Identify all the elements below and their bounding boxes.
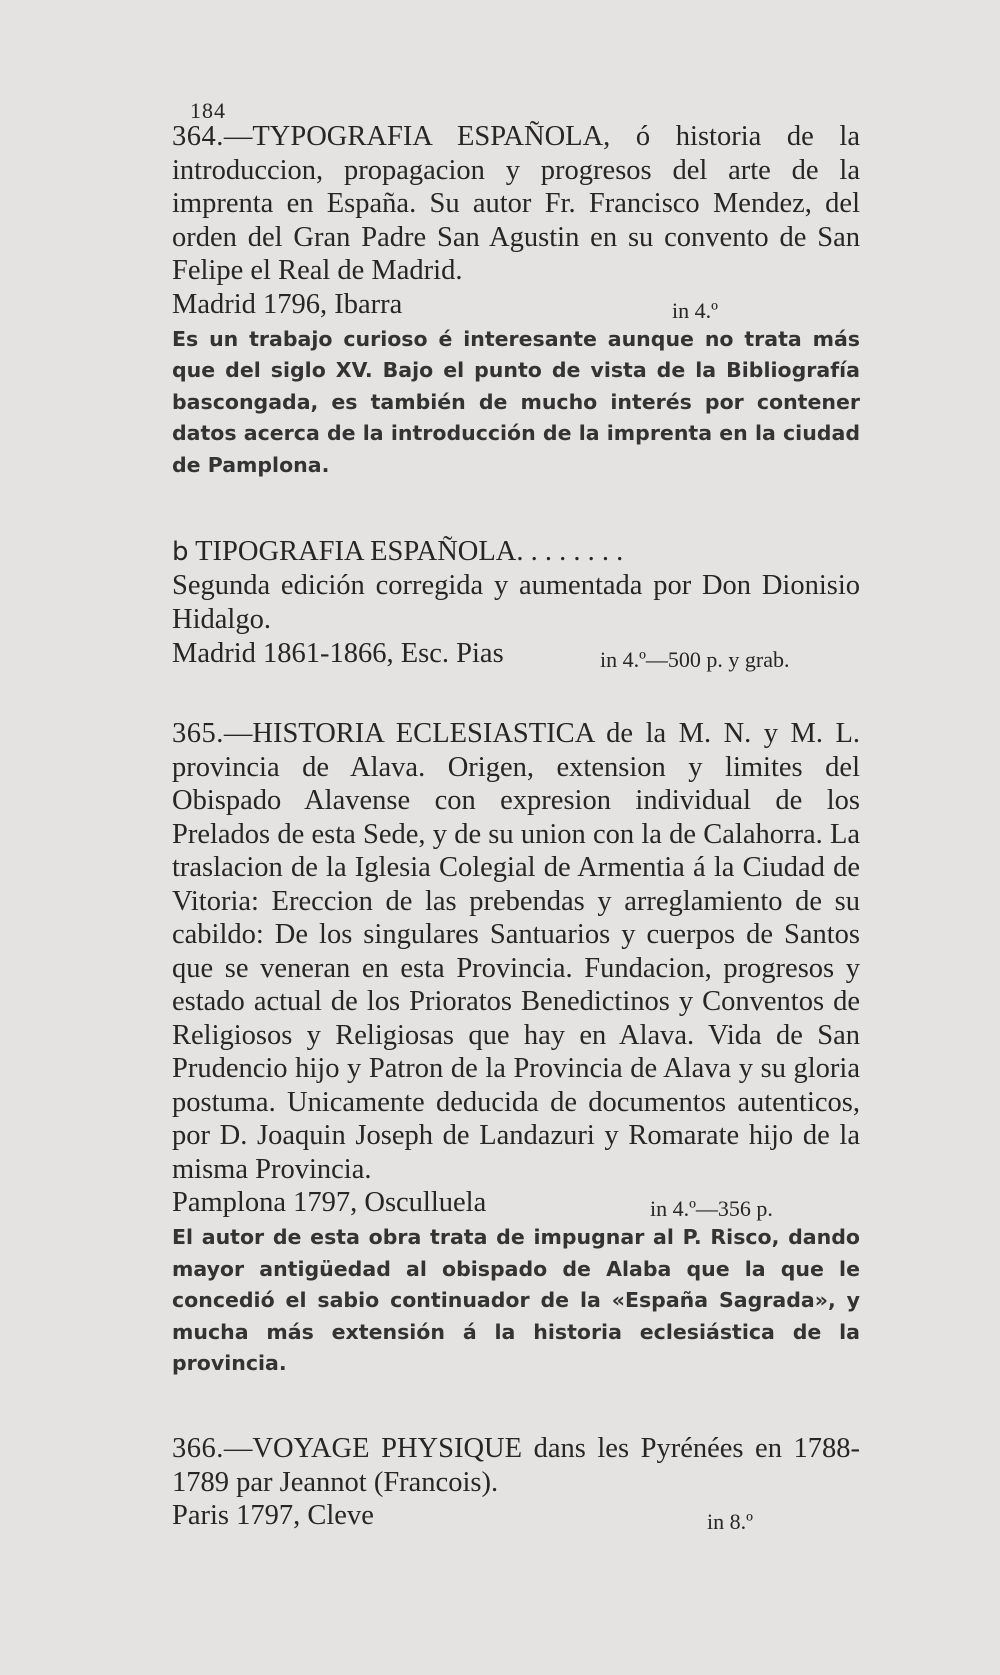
imprint-format: in 4.º—500 p. y grab.	[600, 647, 790, 672]
imprint-format: in 8.º	[707, 1509, 753, 1534]
sub-entry-title-text: TIPOGRAFIA ESPAÑOLA. . . . . . . .	[195, 536, 624, 567]
imprint-format: in 4.º—356 p.	[650, 1196, 773, 1221]
sub-entry-letter: b	[172, 537, 189, 567]
entry-imprint	[172, 1186, 860, 1220]
entry-title-text: —HISTORIA ECLESIASTICA de la M. N. y M. L. provincia de Alava. Origen, extension y limites del Obispado Alavense con expresion individual de los Prelados de esta Sede, y de su union con la de Calahorra. La traslacion de la Iglesia Colegial de Armentia á la Ciudad de Vitoria: Ereccion de las prebendas y arreglamiento de su cabildo: De los singulares Santuarios y cuerpos de Santos que se veneran en esta Provincia. Fundacion, progresos y estado actual de los Prioratos Benedictinos y Conventos de Religiosos y Religiosas que hay en Alava. Vida de San Prudencio hijo y Patron de la Provincia de Alava y su gloria postuma. Unicamente deducida de documentos autenticos, por D. Joaquin Joseph de Landazuri y Romarate hijo de la misma Provincia.	[172, 718, 860, 1185]
sub-entry-title	[172, 535, 860, 569]
entry-number: 364.	[172, 121, 224, 152]
page-number: 184	[190, 98, 226, 123]
sub-entry-imprint	[172, 637, 860, 671]
entry-364	[172, 120, 860, 481]
imprint-format: in 4.º	[672, 297, 718, 323]
entry-title-text: —VOYAGE PHYSIQUE dans les Pyrénées en 1788-1789 par Jeannot (Francois).	[172, 1433, 860, 1498]
entry-imprint	[172, 288, 860, 322]
entry-number: 366.	[172, 1433, 224, 1464]
sub-entry-b	[172, 535, 860, 671]
entry-note: Es un trabajo curioso é interesante aunque no trata más que del siglo XV. Bajo el punto de vista de la Bibliografía bascongada, es también de mucho interés por contener datos acerca de la introducción de la imprenta en la ciudad de Pamplona.	[172, 326, 860, 477]
entry-366	[172, 1432, 860, 1533]
entry-title	[172, 717, 860, 1186]
entry-title	[172, 1432, 860, 1499]
sub-entry-edition: Segunda edición corregida y aumentada por Don Dionisio Hidalgo.	[172, 570, 860, 635]
imprint-place: Madrid 1861-1866, Esc. Pias	[172, 638, 504, 669]
entry-imprint	[172, 1499, 860, 1533]
imprint-place: Paris 1797, Cleve	[172, 1500, 374, 1531]
entry-title-text: —TYPOGRAFIA ESPAÑOLA, ó historia de la introduccion, propagacion y progresos del arte de la imprenta en España. Su autor Fr. Francisco Mendez, del orden del Gran Padre San Agustin en su convento de San Felipe el Real de Madrid.	[172, 121, 860, 286]
entry-note: El autor de esta obra trata de impugnar al P. Risco, dando mayor antigüedad al obispado de Alaba que la que le concedió el sabio continuador de la «España Sagrada», y mucha más extensión á la historia eclesiástica de la provincia.	[172, 1225, 860, 1375]
imprint-place: Pamplona 1797, Osculluela	[172, 1187, 487, 1218]
entry-title	[172, 120, 860, 288]
entry-365	[172, 717, 860, 1380]
imprint-place: Madrid 1796, Ibarra	[172, 288, 403, 320]
entry-number: 365.	[172, 718, 224, 749]
